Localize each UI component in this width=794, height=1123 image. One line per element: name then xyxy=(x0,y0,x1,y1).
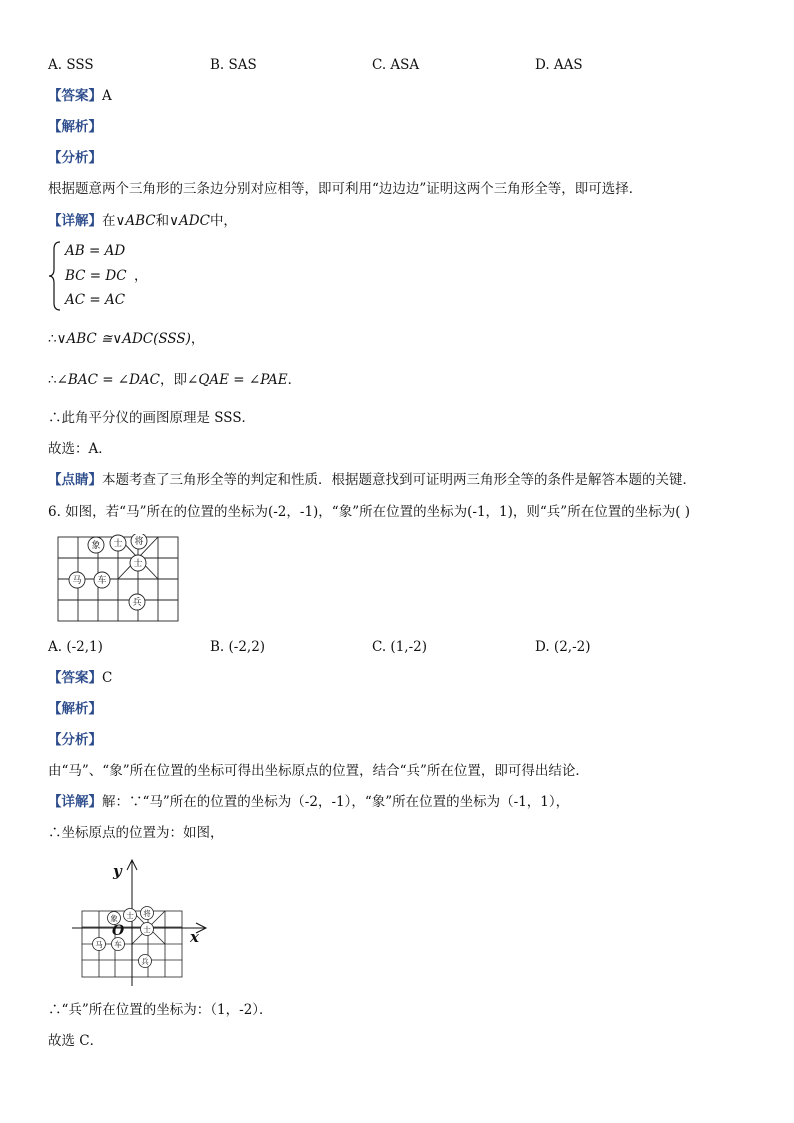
q6-choose: 故选 C． xyxy=(48,1033,104,1049)
q5-choose: 故选：A． xyxy=(48,441,112,457)
q6-option-c: C. (1,-2) xyxy=(372,639,427,655)
svg-text:马: 马 xyxy=(72,576,82,586)
q6-stem: 6. 如图，若“马”所在的位置的坐标为(-2，-1)，“象”所在位置的坐标为(-1，1)，则“兵”所在位置的坐标为( ) xyxy=(48,504,691,520)
q5-option-b: B. SAS xyxy=(210,57,257,73)
answer-value: C xyxy=(102,670,113,686)
piece-shi-top xyxy=(124,909,137,922)
axes xyxy=(72,860,206,986)
answer-value: A xyxy=(102,88,112,104)
piece-jiang xyxy=(141,907,154,920)
coordinate-board-figure xyxy=(68,856,218,986)
q5-option-a: A. SSS xyxy=(48,57,94,73)
piece-shi-center xyxy=(130,555,146,571)
svg-text:将: 将 xyxy=(134,537,144,547)
svg-text:兵: 兵 xyxy=(141,957,149,966)
origin-label: O xyxy=(112,923,125,939)
fenxi-tag: 【分析】 xyxy=(48,732,102,748)
piece-jiang xyxy=(131,534,147,549)
equation-3: AC = AC xyxy=(65,292,126,308)
q5-detail-line xyxy=(48,212,237,230)
q6-fenxi-tag xyxy=(48,731,102,749)
angle-expression-2: ∠QAE = ∠PAE xyxy=(187,372,288,388)
q6-answer-line xyxy=(48,669,112,687)
equation-system xyxy=(48,241,188,311)
svg-text:士: 士 xyxy=(113,539,123,549)
q6-jiexi-tag xyxy=(48,700,102,718)
detail-text: 中， xyxy=(209,213,237,229)
piece-xiang xyxy=(88,537,104,553)
jiexi-tag: 【解析】 xyxy=(48,701,102,717)
q5-angle-line xyxy=(48,371,301,389)
left-brace-icon xyxy=(48,241,62,311)
svg-text:士: 士 xyxy=(143,925,151,934)
q5-dianjing-line xyxy=(48,471,696,489)
q5-option-c: C. ASA xyxy=(372,57,420,73)
detail-text: 在 xyxy=(102,213,116,229)
angle-expression-1: ∠BAC = ∠DAC xyxy=(56,372,161,388)
svg-text:兵: 兵 xyxy=(132,598,142,608)
q5-congruence-line xyxy=(48,330,204,348)
svg-text:马: 马 xyxy=(95,940,103,949)
jiexi-tag: 【解析】 xyxy=(48,119,102,135)
triangle-abc: ∨ABC xyxy=(115,213,156,229)
triangle-adc: ∨ADC xyxy=(169,213,210,229)
dianjing-text: 本题考查了三角形全等的判定和性质．根据题意找到可证明两三角形全等的条件是解答本题的关键． xyxy=(102,472,696,488)
y-axis-label: y xyxy=(113,862,122,880)
answer-tag: 【答案】 xyxy=(48,88,102,104)
piece-shi-top xyxy=(110,535,126,551)
therefore-symbol: ∴ xyxy=(48,331,57,347)
q6-option-b: B. (-2,2) xyxy=(210,639,266,655)
equation-2: BC = DC xyxy=(65,268,127,284)
q6-analysis: 由“马”、“象”所在位置的坐标可得出坐标原点的位置，结合“兵”所在位置，即可得出结论． xyxy=(48,763,589,779)
piece-ma xyxy=(93,938,106,951)
detail-text: 解：∵“马”所在的位置的坐标为（-2，-1），“象”所在位置的坐标为（-1，1）， xyxy=(102,794,570,810)
equation-1: AB = AD xyxy=(65,243,126,259)
punctuation: ， xyxy=(190,331,205,347)
therefore-symbol: ∴ xyxy=(48,372,57,388)
fenxi-tag: 【分析】 xyxy=(48,150,102,166)
answer-tag: 【答案】 xyxy=(48,670,102,686)
punctuation: ． xyxy=(287,372,302,388)
chess-board-figure xyxy=(56,534,182,624)
x-axis-label: x xyxy=(190,928,199,946)
piece-ma xyxy=(69,572,85,588)
detail-text: 和 xyxy=(155,213,170,229)
svg-text:车: 车 xyxy=(97,576,107,586)
q6-option-a: A. (-2,1) xyxy=(48,639,103,655)
detail-tag: 【详解】 xyxy=(48,213,102,229)
detail-text: ，即 xyxy=(160,372,188,388)
svg-text:车: 车 xyxy=(114,940,122,949)
q6-detail-line xyxy=(48,793,569,811)
svg-text:士: 士 xyxy=(133,559,143,569)
congruence-expression: ∨ABC ≅∨ADC(SSS) xyxy=(56,331,191,347)
q5-option-d: D. AAS xyxy=(535,57,583,73)
q6-option-d: D. (2,-2) xyxy=(535,639,591,655)
piece-bing xyxy=(129,594,145,610)
q5-principle: ∴此角平分仪的画图原理是 SSS． xyxy=(48,410,256,426)
svg-text:将: 将 xyxy=(143,909,151,918)
piece-bing xyxy=(139,955,152,968)
q5-fenxi-tag xyxy=(48,149,102,167)
equation-comma: ， xyxy=(134,268,148,284)
svg-text:象: 象 xyxy=(91,541,101,551)
q6-origin-line: ∴坐标原点的位置为：如图， xyxy=(48,825,224,841)
dianjing-tag: 【点睛】 xyxy=(48,472,102,488)
detail-tag: 【详解】 xyxy=(48,794,102,810)
q6-result: ∴“兵”所在位置的坐标为：（1，-2）． xyxy=(48,1002,273,1018)
piece-che xyxy=(94,572,110,588)
piece-shi-center xyxy=(141,923,154,936)
piece-che xyxy=(112,938,125,951)
svg-text:士: 士 xyxy=(126,911,134,920)
q5-analysis: 根据题意两个三角形的三条边分别对应相等，即可利用“边边边”证明这两个三角形全等，即可选择． xyxy=(48,181,643,197)
svg-text:象: 象 xyxy=(110,914,118,923)
q5-jiexi-tag xyxy=(48,118,102,136)
q5-answer-line xyxy=(48,87,112,105)
